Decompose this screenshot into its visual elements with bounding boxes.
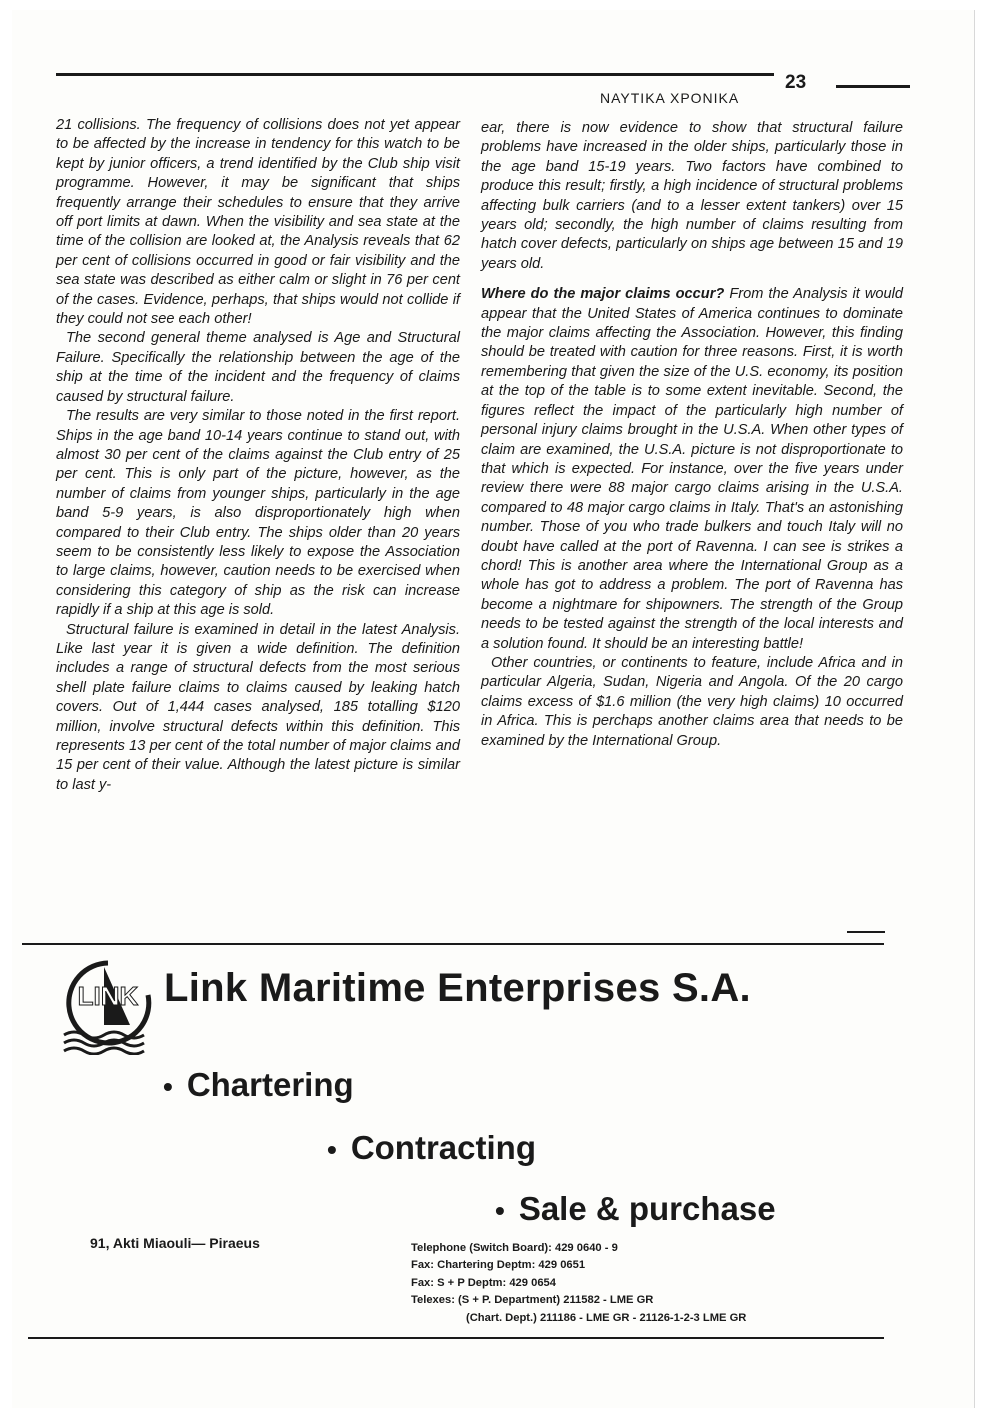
article-paragraph: The results are very similar to those noted in the first report. Ships in the age band 10-14 years continue to stand out, with almost 30 per cent of the claims against the Club entry of 25 per cent. This is only part of the picture, however, as the number of claims from younger ships, particularly in the age band 5-9 years, is also disproportionately high when compared to their Club entry. The ships older than 20 years seem to be consistently less likely to expose the Association to large claims, however, caution needs to be exercised when considering this category of ship as the risk can increase rapidly if a ship at this age is sold. xyxy=(56,408,460,619)
service-label: Contracting xyxy=(350,1129,536,1166)
article-paragraph: Other countries, or continents to feature, include Africa and in particular Algeria, Sudan, Nigeria and Angola. Of the 20 cargo claims excess of $1.6 million (the very high claims) 10 occurred in Africa. This is perchaps another claims area that needs to be examined by the International Group. xyxy=(481,654,903,749)
service-label: Chartering xyxy=(186,1066,354,1103)
contact-fax-chartering: Fax: Chartering Deptm: 429 0651 xyxy=(411,1259,586,1272)
contact-details xyxy=(411,1240,746,1327)
article-column-right xyxy=(481,119,903,751)
section-subheading: Where do the major claims occur? xyxy=(481,286,725,303)
company-address: 91, Akti Miaouli— Piraeus xyxy=(90,1235,260,1251)
contact-fax-sp: Fax: S + P Deptm: 429 0654 xyxy=(411,1276,556,1289)
contact-telex-chartering: (Chart. Dept.) 211186 - LME GR - 21126-1-2-3 LME GR xyxy=(466,1311,747,1324)
article-paragraph: Structural failure is examined in detail in the latest Analysis. Like last year it is given a wide definition. The definition includes a range of structural defects from the most serious shell plate failure claims to claims caused by leaking hatch covers. Out of 1,444 cases analysed, 185 totalling $120 million, involve structural defects within this definition. This represents 13 per cent of the total number of major claims and 15 per cent of their value. Although the latest picture is similar to last y- xyxy=(56,621,460,793)
bullet-icon: • xyxy=(495,1195,505,1226)
journal-name: ΝΑΥΤΙΚΑ ΧΡΟΝΙΚΑ xyxy=(600,90,740,106)
article-bottom-rule xyxy=(22,943,884,945)
header-rule-left xyxy=(56,73,774,76)
article-column-left xyxy=(56,116,460,795)
service-sale-purchase xyxy=(495,1190,776,1228)
service-contracting xyxy=(327,1129,536,1167)
section-text: From the Analysis it would appear that the United States of America continues to dominate the major claims affecting the Association. However, this finding should be treated with caution for three reasons. First, it is worth remembering that given the size of the U.S. economy, its position at the top of the table is to some extent inevitable. Second, the figures reflect the impact of the particularly high number of personal injury claims brought in the U.S.A. When other types of claim are examined, the U.S.A. picture is not disproportionate to that which is expected. For instance, over the five years under review there were 88 major cargo claims arising in the U.S.A. compared to 48 major cargo claims in Italy. That's an astonishing number. Those of you who trade bulkers and touch Italy will no doubt have called at the port of Ravenna. I can see is strikes a chord! This is another area where the International Group as a whole has got to address a problem. The port of Ravenna has become a nightmare for shipowners. The strength of the Group needs to be tested against the strength of the local interests and a solution found. It should be an interesting battle! xyxy=(481,286,903,652)
company-name: Link Maritime Enterprises S.A. xyxy=(164,966,751,1010)
link-logo-icon xyxy=(60,955,156,1055)
footer-rule xyxy=(28,1337,884,1339)
service-chartering xyxy=(163,1066,354,1104)
bullet-icon: • xyxy=(327,1134,337,1165)
article-paragraph xyxy=(481,285,903,654)
contact-telex-sp: Telexes: (S + P. Department) 211582 - LME GR xyxy=(411,1294,654,1307)
logo-lettering: LINK xyxy=(77,981,139,1011)
article-paragraph: 21 collisions. The frequency of collisions does not yet appear to be affected by the increase in tendency for this watch to be kept by junior officers, a trend identified by the Club ship visit programme. However, it may be significant that ships frequently arrange their schedules to ensure that they arrive off port limits at dawn. When the visibility and sea state at the time of the collision are looked at, the Analysis reveals that 62 per cent of collisions occurred in good or fair visibility and the sea state was described as either calm or slight in 76 per cent of the cases. Evidence, perhaps, that ships would not collide if they could not see each other! xyxy=(56,117,460,328)
header-rule-right xyxy=(836,85,910,88)
article-paragraph: The second general theme analysed is Age and Structural Failure. Specifically the relationship between the age of the ship at the time of the incident and the frequency of claims caused by structural failure. xyxy=(56,330,460,405)
contact-telephone: Telephone (Switch Board): 429 0640 - 9 xyxy=(411,1242,618,1254)
service-label: Sale & purchase xyxy=(518,1190,776,1227)
bullet-icon: • xyxy=(163,1071,173,1102)
page-number: 23 xyxy=(785,72,807,93)
article-paragraph: ear, there is now evidence to show that structural failure problems have increased in the older ships, particularly those in the age band 15-19 years. Two factors have combined to produce this result; firstly, a high incidence of structural problems affecting bulk carriers (and to a lesser extent tankers) over 15 years old; secondly, the high number of claims resulting from hatch cover defects, particularly on ships age between 15 and 19 years old. xyxy=(481,120,903,272)
article-end-rule xyxy=(847,931,885,933)
